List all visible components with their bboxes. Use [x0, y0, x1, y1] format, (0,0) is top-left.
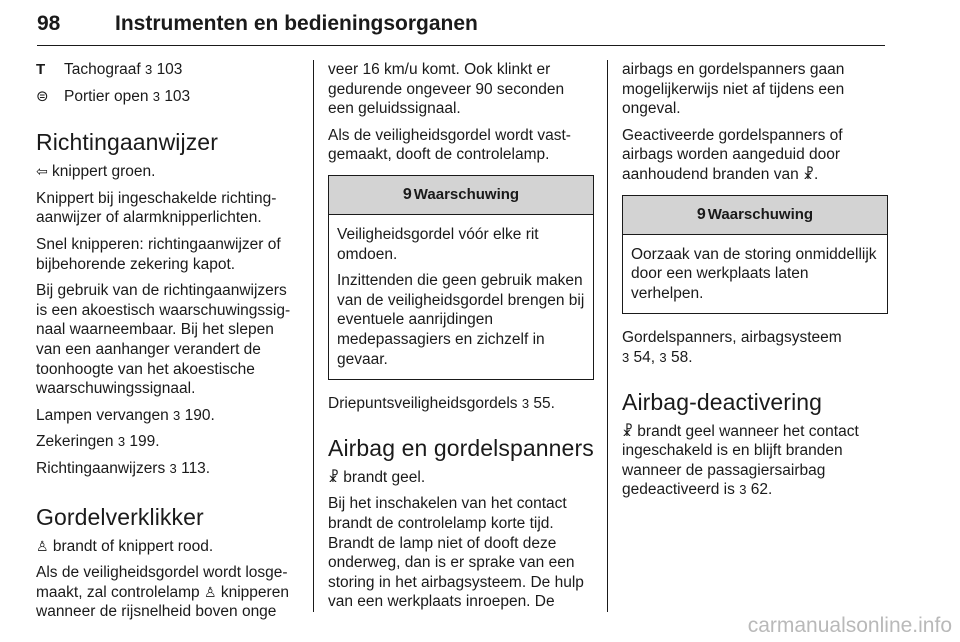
column-2	[328, 60, 594, 619]
reference-arrow-icon: 3	[173, 407, 181, 423]
paragraph: veer 16 km/u komt. Ook klinkt er gedurende ongeveer 90 seconden een geluidssignaal.	[328, 61, 565, 118]
warning-triangle-icon: 9	[402, 185, 412, 203]
warning-header: 9 Waarschuwing	[329, 176, 593, 215]
paragraph: Snel knipperen: richtingaanwijzer of bijbehorende zekering kapot.	[36, 235, 281, 273]
heading-richtingaanwijzer: Richtingaanwijzer	[36, 129, 218, 156]
column-3	[622, 60, 888, 507]
airbag-icon: ☧	[803, 165, 814, 182]
paragraph: ☧ brandt geel.	[328, 468, 426, 486]
page-title: Instrumenten en bedieningsorganen	[115, 12, 478, 35]
page-header	[37, 6, 885, 46]
reference-arrow-icon: 3	[521, 396, 530, 412]
tachograph-icon: T	[36, 61, 46, 78]
paragraph: Als de veiligheidsgordel wordt losgemaakt, zal controlelamp ♙ knipperen wanneer de rijsnelheid boven onge	[36, 564, 289, 621]
paragraph: Inzittenden die geen gebruik maken van de veiligheidsgordel brengen bij eventuele aanrijdingen medepassagiers en zichzelf in gevaar.	[337, 272, 585, 368]
page-number: 98	[37, 12, 61, 35]
heading-gordelverklikker: Gordelverklikker	[36, 503, 204, 530]
warning-box	[328, 175, 594, 380]
seatbelt-icon: ♙	[204, 583, 217, 600]
reference-arrow-icon: 3	[152, 88, 160, 104]
reference-arrow-icon: 3	[622, 349, 630, 365]
indicator-text: Tachograaf 3 103	[64, 61, 183, 78]
reference-richtingaanwijzers: Richtingaanwijzers 3 113.	[36, 459, 211, 477]
warning-box	[622, 195, 888, 315]
reference-arrow-icon: 3	[169, 460, 177, 476]
indicator-portier-open	[36, 87, 298, 107]
warning-body	[329, 215, 593, 379]
warning-header: 9 Waarschuwing	[623, 196, 887, 235]
turn-signal-icon: ⇦	[36, 163, 48, 180]
reference-arrow-icon: 3	[145, 62, 153, 77]
paragraph: Geactiveerde gordelspanners of airbags worden aangeduid door aanhoudend branden van ☧.	[622, 126, 843, 183]
reference-zekeringen: Zekeringen 3 199.	[36, 433, 160, 451]
paragraph: ⇦ knippert groen.	[36, 163, 156, 181]
reference-arrow-icon: 3	[659, 349, 667, 365]
paragraph: Als de veiligheidsgordel wordt vastgemaakt, dooft de controlelamp.	[328, 126, 571, 164]
warning-body	[623, 235, 887, 314]
reference-driepunts: Driepuntsveiligheidsgordels 3 55.	[328, 395, 555, 413]
paragraph: Knippert bij ingeschakelde richtingaanwijzer of alarmknipperlichten.	[36, 189, 277, 227]
indicator-tachograaf	[36, 60, 298, 80]
heading-airbag-deactivering: Airbag-deactivering	[622, 388, 823, 415]
reference-gordelspanners: Gordelspanners, airbagsysteem 3 54, 3 58.	[622, 329, 842, 366]
reference-arrow-icon: 3	[739, 482, 747, 498]
paragraph: ☧ brandt geel wanneer het contact ingeschakeld is en blijft branden wanneer de passagiersairbag gedeactiveerd is 3 62.	[622, 422, 859, 499]
paragraph: Bij het inschakelen van het contact brandt de controlelamp korte tijd. Brandt de lamp niet of dooft deze onderweg, dan is er sprake van een storing in het airbagsysteem. De hulp van een werkplaats inroepen. De	[328, 495, 584, 611]
reference-arrow-icon: 3	[117, 434, 126, 450]
warning-triangle-icon: 9	[696, 205, 706, 223]
paragraph: ♙ brandt of knippert rood.	[36, 537, 214, 555]
column-divider-2	[607, 60, 608, 612]
airbag-icon: ☧	[328, 468, 339, 485]
column-1	[36, 60, 298, 629]
door-open-icon: ⊜	[36, 87, 49, 105]
watermark: carmanualsonline.info	[747, 614, 952, 637]
seatbelt-icon: ♙	[36, 537, 49, 554]
heading-airbag-gordelspanners: Airbag en gordelspanners	[328, 434, 594, 461]
airbag-off-icon: ☧	[622, 422, 633, 439]
column-divider-1	[313, 60, 314, 612]
reference-lampen: Lampen vervangen 3 190.	[36, 406, 215, 424]
paragraph: airbags en gordelspanners gaan mogelijkerwijs niet af tijdens een ongeval.	[622, 61, 845, 118]
paragraph: Oorzaak van de storing onmiddellijk door een werkplaats laten verhelpen.	[631, 245, 877, 302]
paragraph: Veiligheidsgordel vóór elke rit omdoen.	[337, 225, 539, 263]
indicator-text: Portier open 3 103	[64, 87, 191, 105]
paragraph: Bij gebruik van de richtingaanwijzers is een akoestisch waarschuwingssignaal waarneembaar. Bij het slepen van een aanhanger verandert de toonhoogte van het akoestische waarschuwingssignaal.	[36, 282, 291, 398]
